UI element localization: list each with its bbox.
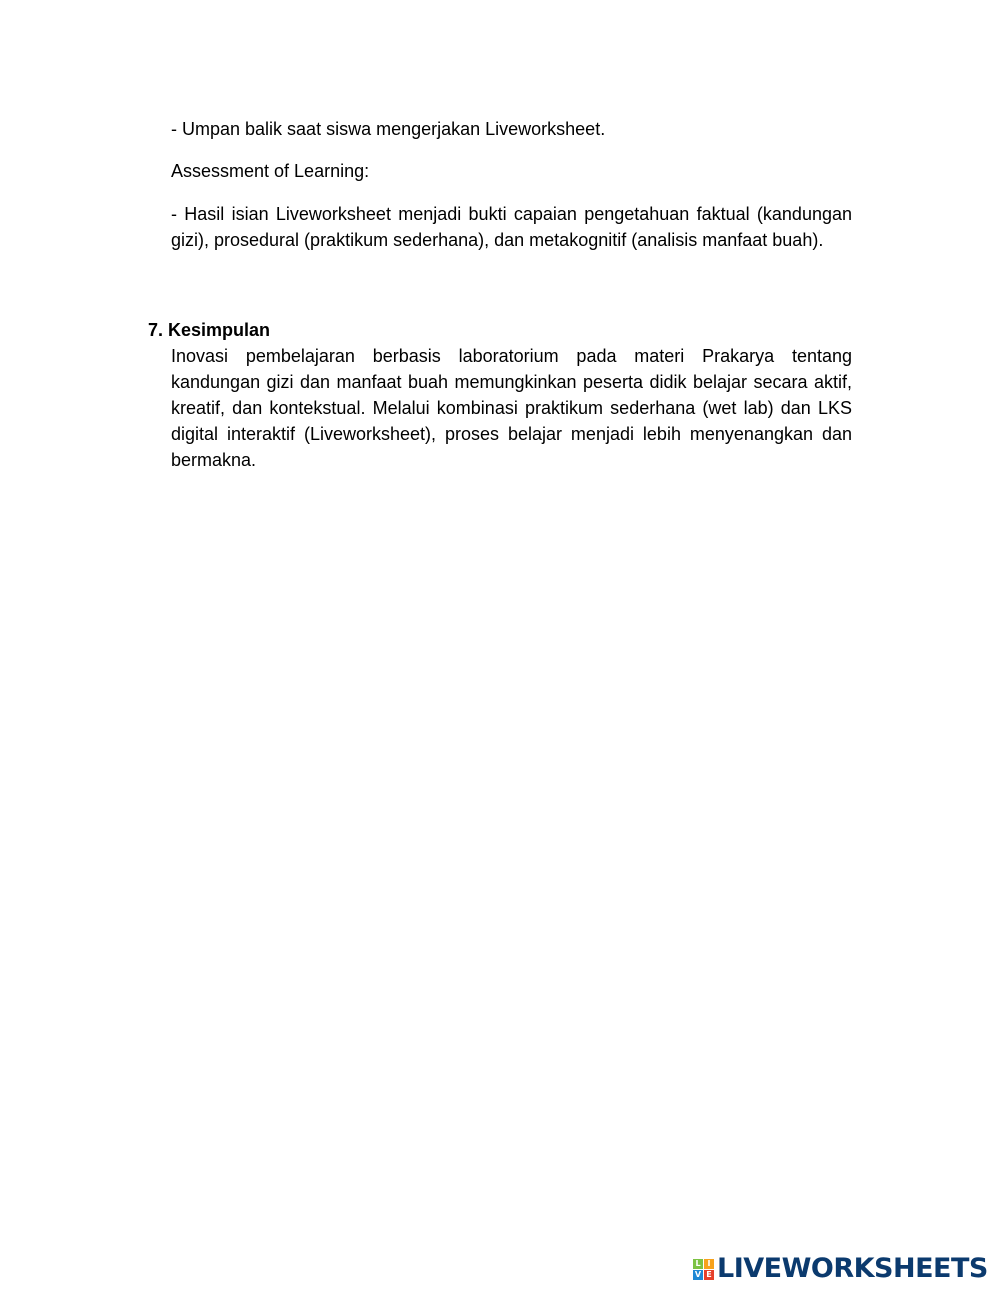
logo-mark-icon (693, 1259, 714, 1280)
section-7-paragraph: Inovasi pembelajaran berbasis laboratorium pada materi Prakarya tentang kandungan gizi dan manfaat buah memungkinkan peserta didik belajar secara aktif, kreatif, dan kontekstual. Melalui kombinasi praktikum sederhana (wet lab) dan LKS digital interaktif (Liveworksheet), proses belajar menjadi lebih menyenangkan dan bermakna. (171, 346, 852, 470)
section-7-title: 7. Kesimpulan (148, 320, 271, 340)
logo-mark-cell: L (693, 1259, 703, 1269)
assessment-paragraph: - Hasil isian Liveworksheet menjadi bukti capaian pengetahuan faktual (kandungan gizi), prosedural (praktikum sederhana), dan metakognitif (analisis manfaat buah). (171, 204, 852, 250)
feedback-line: - Umpan balik saat siswa mengerjakan Liveworksheet. (171, 119, 606, 139)
logo-text: LIVEWORKSHEETS (717, 1253, 988, 1284)
logo-mark-cell: V (694, 1269, 702, 1279)
logo-mark-cell: E (704, 1270, 714, 1280)
logo-mark-cell: I (704, 1259, 714, 1269)
liveworksheets-logo (693, 1254, 988, 1284)
assessment-heading: Assessment of Learning: (171, 161, 370, 181)
